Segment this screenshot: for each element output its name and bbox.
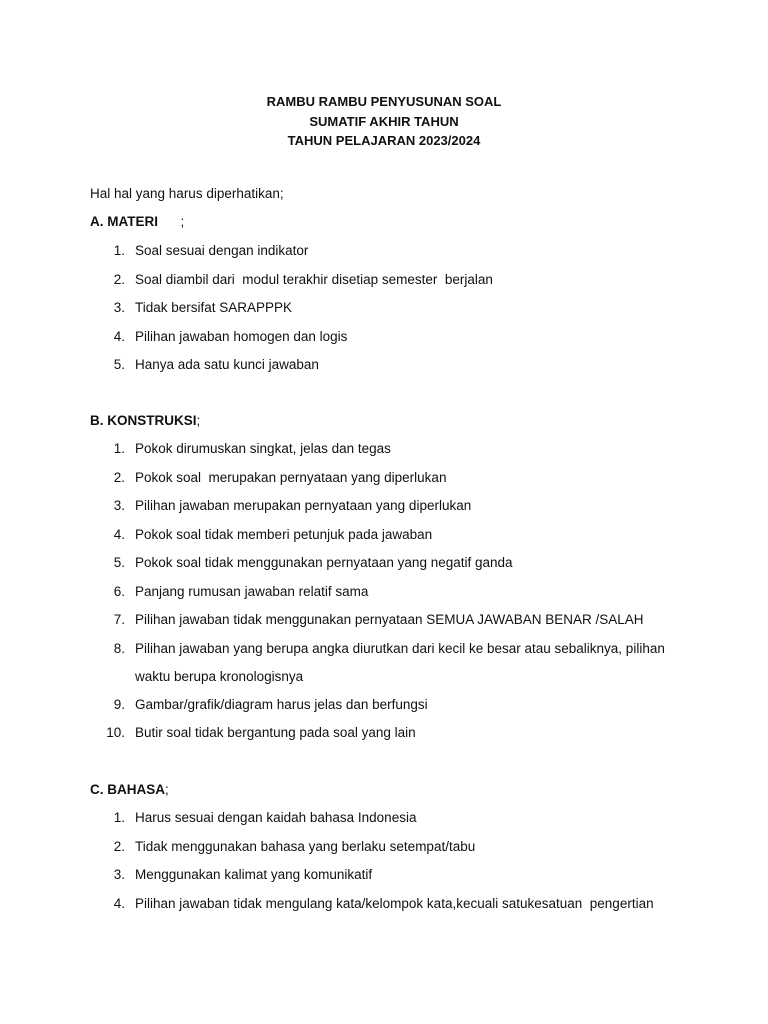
list-item <box>0 890 768 919</box>
item-text: Tidak bersifat SARAPPPK <box>135 300 293 315</box>
item-text: Gambar/grafik/diagram harus jelas dan berfungsi <box>135 696 428 712</box>
section-heading-bahasa <box>90 782 169 797</box>
item-text: Menggunakan kalimat yang komunikatif <box>135 867 373 882</box>
item-number: 10. <box>106 725 125 740</box>
item-number: 4. <box>113 526 125 542</box>
item-text: Pokok soal merupakan pernyataan yang diperlukan <box>135 469 447 485</box>
item-number: 4. <box>113 328 125 344</box>
section-heading-materi <box>90 214 184 229</box>
intro-text: Hal hal yang harus diperhatikan; <box>90 186 284 201</box>
section-label: A. MATERI <box>90 214 158 229</box>
item-text: Harus sesuai dengan kaidah bahasa Indonesia <box>135 810 417 825</box>
item-text: Pokok soal tidak memberi petunjuk pada jawaban <box>135 526 433 542</box>
list-item <box>0 266 768 295</box>
list-materi <box>0 237 768 380</box>
list-item <box>0 578 768 607</box>
section-suffix: ; <box>158 214 185 229</box>
title-line-3: TAHUN PELAJARAN 2023/2024 <box>287 133 481 148</box>
item-number: 3. <box>113 867 125 882</box>
list-item <box>0 464 768 493</box>
item-number: 8. <box>113 640 125 656</box>
document-title <box>0 92 768 151</box>
item-number: 5. <box>113 357 125 372</box>
item-text: Panjang rumusan jawaban relatif sama <box>135 583 369 599</box>
list-item <box>0 237 768 266</box>
list-konstruksi <box>0 435 768 748</box>
item-text: Pilihan jawaban tidak mengulang kata/kelompok kata,kecuali satukesatuan pengertian <box>135 895 654 911</box>
item-text: Hanya ada satu kunci jawaban <box>135 357 319 372</box>
item-number: 9. <box>113 696 125 712</box>
item-number: 4. <box>113 895 125 911</box>
list-item <box>0 691 768 720</box>
list-item <box>0 861 768 890</box>
title-line-2: SUMATIF AKHIR TAHUN <box>309 113 459 129</box>
item-number: 1. <box>113 810 125 825</box>
item-text: Butir soal tidak bergantung pada soal yang lain <box>135 725 416 740</box>
item-text: Pilihan jawaban yang berupa angka diurutkan dari kecil ke besar atau sebaliknya, pilihan waktu berupa kronologisnya <box>135 640 665 684</box>
section-suffix: ; <box>165 782 169 797</box>
list-item <box>0 606 768 635</box>
list-item <box>0 492 768 521</box>
list-item <box>0 635 768 691</box>
item-number: 3. <box>113 300 125 315</box>
item-number: 1. <box>113 243 125 258</box>
list-item <box>0 719 768 748</box>
list-item <box>0 833 768 862</box>
item-text: Soal diambil dari modul terakhir disetiap semester berjalan <box>135 271 493 287</box>
list-item <box>0 549 768 578</box>
item-text: Pokok dirumuskan singkat, jelas dan tegas <box>135 441 391 456</box>
item-text: Pokok soal tidak menggunakan pernyataan yang negatif ganda <box>135 555 513 570</box>
list-item <box>0 323 768 352</box>
section-heading-konstruksi <box>90 413 200 428</box>
list-item <box>0 804 768 833</box>
item-number: 2. <box>113 271 125 287</box>
list-item <box>0 435 768 464</box>
item-number: 6. <box>113 583 125 599</box>
item-text: Soal sesuai dengan indikator <box>135 243 309 258</box>
section-label: B. KONSTRUKSI <box>90 413 197 428</box>
item-number: 5. <box>113 555 125 570</box>
item-text: Pilihan jawaban homogen dan logis <box>135 328 348 344</box>
item-number: 7. <box>113 612 125 627</box>
list-bahasa <box>0 804 768 918</box>
list-item <box>0 351 768 380</box>
item-number: 1. <box>113 441 125 456</box>
list-item <box>0 521 768 550</box>
item-text: Pilihan jawaban merupakan pernyataan yang diperlukan <box>135 498 472 513</box>
title-line-1: RAMBU RAMBU PENYUSUNAN SOAL <box>266 94 502 109</box>
section-label: C. BAHASA <box>90 782 166 797</box>
item-number: 2. <box>113 469 125 485</box>
item-number: 2. <box>113 838 125 854</box>
item-number: 3. <box>113 498 125 513</box>
list-item <box>0 294 768 323</box>
section-suffix: ; <box>196 413 201 428</box>
item-text: Pilihan jawaban tidak menggunakan pernyataan SEMUA JAWABAN BENAR /SALAH <box>135 612 644 627</box>
item-text: Tidak menggunakan bahasa yang berlaku setempat/tabu <box>135 838 476 854</box>
